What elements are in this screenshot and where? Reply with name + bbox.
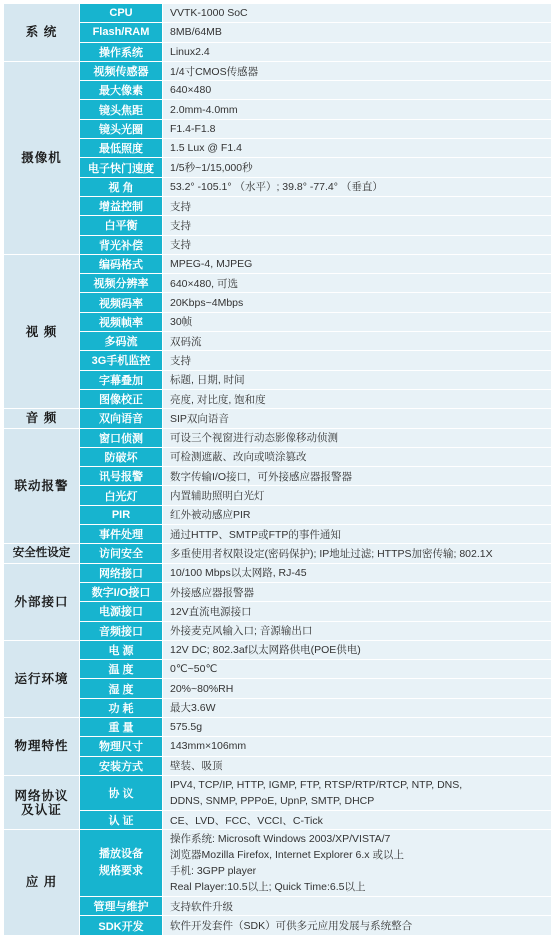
spec-row (4, 640, 552, 659)
spec-key: 协 议 (80, 775, 163, 810)
spec-row (4, 563, 552, 582)
spec-value-line: 支持 (170, 354, 191, 367)
spec-key: 认 证 (80, 810, 163, 829)
spec-row (4, 830, 552, 897)
spec-value (163, 389, 552, 408)
spec-key: 编码格式 (80, 254, 163, 273)
spec-value-line: 通过HTTP、SMTP或FTP的事件通知 (170, 528, 341, 541)
spec-sheet (3, 3, 551, 936)
spec-row (4, 293, 552, 312)
spec-value (163, 428, 552, 447)
spec-value-line: 1/5秒~1/15,000秒 (170, 162, 253, 175)
spec-row (4, 698, 552, 717)
spec-row (4, 447, 552, 466)
spec-value-line: 2.0mm-4.0mm (170, 103, 238, 116)
spec-value-line: 数字传输I/O接口，可外接感应器报警器 (170, 470, 353, 483)
spec-value-line: IPV4, TCP/IP, HTTP, IGMP, FTP, RTSP/RTP/RTCP, NTP, DNS, (170, 778, 463, 791)
spec-value (163, 660, 552, 679)
spec-value (163, 830, 552, 897)
spec-row (4, 775, 552, 810)
spec-value-line: SIP双向语音 (170, 412, 229, 425)
spec-value (163, 81, 552, 100)
spec-value-line: 操作系统: Microsoft Windows 2003/XP/VISTA/7 (170, 833, 391, 846)
spec-value-line: VVTK-1000 SoC (170, 7, 248, 20)
spec-value-line: 最大3.6W (170, 702, 216, 715)
spec-table (3, 3, 552, 936)
spec-key: 讯号报警 (80, 467, 163, 486)
category-cell (4, 544, 80, 563)
spec-value (163, 737, 552, 756)
spec-key: 3G手机监控 (80, 351, 163, 370)
spec-value-line: 支持软件升级 (170, 900, 233, 913)
spec-value-line: 双码流 (170, 335, 202, 348)
category-label: 及认证 (21, 802, 62, 817)
spec-table-body (4, 4, 552, 936)
spec-key: 镜头焦距 (80, 100, 163, 119)
spec-value-line: 外接麦克风输入口; 音源输出口 (170, 625, 313, 638)
spec-key: 字幕叠加 (80, 370, 163, 389)
spec-row (4, 158, 552, 177)
spec-value (163, 679, 552, 698)
spec-key: 镜头光圈 (80, 119, 163, 138)
spec-value-line: 30帧 (170, 316, 193, 329)
spec-key: 播放设备 规格要求 (80, 830, 163, 897)
spec-row (4, 119, 552, 138)
spec-row (4, 810, 552, 829)
spec-value-line: 20Kbps~4Mbps (170, 296, 244, 309)
spec-key: 防破坏 (80, 447, 163, 466)
spec-row (4, 312, 552, 331)
spec-row (4, 679, 552, 698)
spec-value (163, 42, 552, 61)
spec-row (4, 428, 552, 447)
category-label: 系 统 (25, 25, 58, 40)
category-label: 摄像机 (21, 150, 62, 165)
category-cell (4, 717, 80, 775)
spec-row (4, 100, 552, 119)
spec-value-line: 内置辅助照明白光灯 (170, 490, 265, 503)
spec-value (163, 640, 552, 659)
spec-row (4, 467, 552, 486)
spec-value-line: 多重使用者权限设定(密码保护); IP地址过滤; HTTPS加密传输; 802.1X (170, 547, 493, 560)
spec-value (163, 486, 552, 505)
spec-value (163, 563, 552, 582)
spec-row (4, 235, 552, 254)
spec-key: 物理尺寸 (80, 737, 163, 756)
category-cell (4, 640, 80, 717)
spec-value (163, 23, 552, 42)
spec-value-line: 640×480, 可选 (170, 277, 239, 290)
spec-key: 视频传感器 (80, 61, 163, 80)
spec-value (163, 216, 552, 235)
spec-key: 视频码率 (80, 293, 163, 312)
spec-row (4, 409, 552, 428)
spec-value-line: Real Player:10.5以上; Quick Time:6.5以上 (170, 881, 366, 894)
spec-value (163, 621, 552, 640)
spec-value-line: 支持 (170, 200, 191, 213)
category-cell (4, 563, 80, 640)
spec-row (4, 582, 552, 601)
spec-value-line: 10/100 Mbps以太网路, RJ-45 (170, 567, 307, 580)
spec-value-line: 143mm×106mm (170, 740, 247, 753)
spec-row (4, 4, 552, 23)
spec-value (163, 119, 552, 138)
spec-value (163, 139, 552, 158)
spec-value (163, 158, 552, 177)
category-label: 应 用 (25, 875, 58, 890)
spec-value-line: 支持 (170, 239, 191, 252)
spec-row (4, 61, 552, 80)
spec-value-line: 可检测遮蔽、改向或喷涂篡改 (170, 451, 307, 464)
category-label: 运行环境 (14, 671, 69, 686)
category-label: 音 频 (25, 411, 58, 426)
spec-row (4, 254, 552, 273)
spec-value-line: 可设三个视窗进行动态影像移动侦测 (170, 432, 338, 445)
spec-key: 多码流 (80, 332, 163, 351)
spec-value-line: Linux2.4 (170, 45, 210, 58)
spec-row (4, 196, 552, 215)
spec-row (4, 370, 552, 389)
spec-key: 最低照度 (80, 139, 163, 158)
spec-key: 湿 度 (80, 679, 163, 698)
spec-value-line: CE、LVD、FCC、VCCI、C-Tick (170, 814, 323, 827)
category-cell (4, 61, 80, 254)
spec-row (4, 216, 552, 235)
spec-value (163, 61, 552, 80)
spec-key: 管理与维护 (80, 897, 163, 916)
spec-key: 数字I/O接口 (80, 582, 163, 601)
spec-key: 视 角 (80, 177, 163, 196)
category-cell (4, 775, 80, 829)
spec-key: 图像校正 (80, 389, 163, 408)
spec-key: 网络接口 (80, 563, 163, 582)
spec-value-line: 软件开发套件（SDK）可供多元应用发展与系统整合 (170, 920, 413, 933)
spec-key: 电 源 (80, 640, 163, 659)
spec-value (163, 897, 552, 916)
spec-value-line: 1.5 Lux @ F1.4 (170, 142, 242, 155)
spec-key: 电子快门速度 (80, 158, 163, 177)
spec-value (163, 756, 552, 775)
spec-value-line: F1.4-F1.8 (170, 122, 216, 135)
spec-value-line: 外接感应器报警器 (170, 586, 254, 599)
spec-row (4, 177, 552, 196)
spec-row (4, 332, 552, 351)
spec-value (163, 447, 552, 466)
spec-key: 访问安全 (80, 544, 163, 563)
spec-value (163, 293, 552, 312)
spec-row (4, 23, 552, 42)
spec-value (163, 698, 552, 717)
spec-key: 音频接口 (80, 621, 163, 640)
spec-value (163, 916, 552, 935)
spec-key: 白平衡 (80, 216, 163, 235)
spec-value (163, 312, 552, 331)
spec-key: 事件处理 (80, 525, 163, 544)
spec-value-line: 575.5g (170, 721, 203, 734)
spec-key: CPU (80, 4, 163, 23)
spec-value (163, 196, 552, 215)
spec-row (4, 544, 552, 563)
spec-value-line: 标题, 日期, 时间 (170, 374, 245, 387)
spec-row (4, 139, 552, 158)
spec-value (163, 370, 552, 389)
spec-value-line: 手机: 3GPP player (170, 865, 257, 878)
spec-value-line: 浏览器Mozilla Firefox, Internet Explorer 6.x 或以上 (170, 849, 404, 862)
spec-row (4, 486, 552, 505)
spec-row (4, 660, 552, 679)
category-cell (4, 4, 80, 62)
category-label: 视 频 (25, 324, 58, 339)
spec-row (4, 505, 552, 524)
spec-key: 窗口侦测 (80, 428, 163, 447)
spec-key: Flash/RAM (80, 23, 163, 42)
spec-value-line: 12V直流电源接口 (170, 605, 252, 618)
spec-value (163, 525, 552, 544)
category-cell (4, 409, 80, 428)
spec-row (4, 897, 552, 916)
category-label: 联动报警 (14, 478, 69, 493)
spec-value (163, 100, 552, 119)
spec-row (4, 42, 552, 61)
spec-key: 电源接口 (80, 602, 163, 621)
spec-value (163, 544, 552, 563)
spec-key: 增益控制 (80, 196, 163, 215)
spec-key: PIR (80, 505, 163, 524)
spec-value-line: 12V DC; 802.3af以太网路供电(POE供电) (170, 644, 361, 657)
spec-row (4, 525, 552, 544)
spec-value (163, 775, 552, 810)
spec-key: 双向语音 (80, 409, 163, 428)
spec-row (4, 737, 552, 756)
spec-key: SDK开发 (80, 916, 163, 935)
spec-row (4, 274, 552, 293)
spec-value (163, 602, 552, 621)
spec-value (163, 254, 552, 273)
spec-value (163, 235, 552, 254)
spec-row (4, 717, 552, 736)
spec-value (163, 274, 552, 293)
category-cell (4, 254, 80, 408)
spec-value (163, 409, 552, 428)
spec-key: 白光灯 (80, 486, 163, 505)
spec-key: 操作系统 (80, 42, 163, 61)
spec-row (4, 81, 552, 100)
spec-key: 视频帧率 (80, 312, 163, 331)
category-label: 外部接口 (14, 594, 69, 609)
spec-value (163, 717, 552, 736)
category-cell (4, 428, 80, 544)
spec-key: 视频分辨率 (80, 274, 163, 293)
spec-value (163, 467, 552, 486)
spec-key: 背光补偿 (80, 235, 163, 254)
spec-value (163, 582, 552, 601)
spec-value (163, 177, 552, 196)
category-label: 物理特性 (14, 739, 69, 754)
category-cell (4, 830, 80, 936)
spec-value-line: 20%~80%RH (170, 682, 234, 695)
spec-row (4, 621, 552, 640)
spec-value-line: MPEG-4, MJPEG (170, 258, 253, 270)
spec-row (4, 602, 552, 621)
spec-row (4, 916, 552, 935)
spec-key: 安装方式 (80, 756, 163, 775)
spec-key: 最大像素 (80, 81, 163, 100)
spec-value-line: 640×480 (170, 84, 212, 97)
spec-value-line: DDNS, SNMP, PPPoE, UpnP, SMTP, DHCP (170, 794, 375, 807)
spec-key: 功 耗 (80, 698, 163, 717)
spec-row (4, 389, 552, 408)
spec-value-line: 壁装、吸顶 (170, 760, 223, 773)
spec-row (4, 351, 552, 370)
spec-value-line: 8MB/64MB (170, 26, 222, 39)
spec-row (4, 756, 552, 775)
spec-value (163, 351, 552, 370)
spec-value-line: 红外被动感应PIR (170, 509, 251, 522)
category-label: 网络协议 (14, 788, 69, 803)
category-label: 安全性设定 (12, 547, 71, 560)
spec-value (163, 332, 552, 351)
spec-key: 温 度 (80, 660, 163, 679)
spec-value (163, 505, 552, 524)
spec-value (163, 810, 552, 829)
spec-key: 重 量 (80, 717, 163, 736)
spec-value-line: 亮度, 对比度, 饱和度 (170, 393, 266, 406)
spec-value-line: 1/4寸CMOS传感器 (170, 65, 259, 78)
spec-value (163, 4, 552, 23)
spec-value-line: 0℃~50℃ (170, 663, 218, 676)
spec-value-line: 支持 (170, 219, 191, 232)
spec-value-line: 53.2° -105.1° （水平）; 39.8° -77.4° （垂直） (170, 181, 383, 194)
